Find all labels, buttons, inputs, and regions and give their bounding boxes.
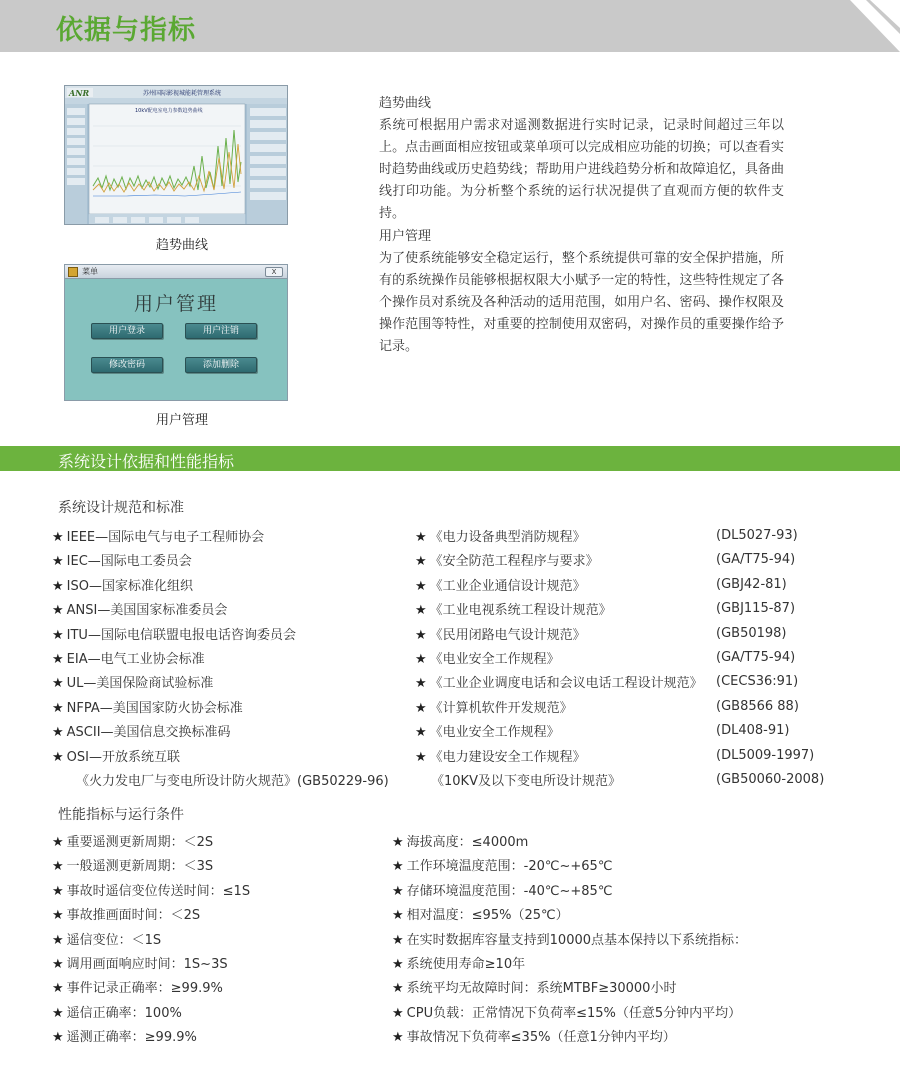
star-icon: ★ <box>415 603 427 619</box>
condition-item <box>392 855 612 874</box>
condition-item <box>392 1026 676 1045</box>
window-titlebar <box>65 265 287 279</box>
star-icon: ★ <box>415 676 427 692</box>
regulation-code: (GA/T75-94) <box>716 552 796 568</box>
star-icon: ★ <box>392 859 404 875</box>
user-description: 为了使系统能够安全稳定运行，整个系统提供可靠的安全保护措施，所有的系统操作员能够根据权限大小赋予一定的特性，这些特性规定了各个操作员对系统及各种活动的适用范围，如用户名、密码、操作权限及操作范围等特性，对重要的控制使用双密码，对操作员的重要操作给予记录。 <box>379 251 784 354</box>
performance-item <box>52 1002 182 1021</box>
performance-item-text: 遥测正确率：≥99.9% <box>66 1030 197 1046</box>
standard-item-text: ANSI—美国国家标准委员会 <box>66 603 228 619</box>
star-icon: ★ <box>52 652 64 667</box>
regulation-code: (GA/T75-94) <box>716 650 796 665</box>
standard-item <box>52 575 193 594</box>
star-icon: ★ <box>52 749 64 765</box>
condition-item <box>392 831 528 850</box>
standards-right-extra-code: (GB50060-2008) <box>716 772 825 787</box>
star-icon: ★ <box>415 725 427 741</box>
standard-item <box>52 526 264 545</box>
performance-item-text: 事故时遥信变位传送时间：≤1S <box>66 883 251 899</box>
regulation-item-text: 《电力设备典型消防规程》 <box>429 530 586 545</box>
performance-item-text: 事件记录正确率：≥99.9% <box>66 981 223 997</box>
regulation-code: (DL5027-93) <box>716 528 798 543</box>
regulation-code: (CECS36:91) <box>716 674 799 690</box>
regulation-item-text: 《民用闭路电气设计规范》 <box>429 627 586 643</box>
star-icon: ★ <box>392 957 404 972</box>
standard-item <box>52 697 243 716</box>
standard-item-text: UL—美国保险商试验标准 <box>66 676 214 692</box>
regulation-item-text: 《电力建设安全工作规程》 <box>429 749 586 765</box>
user-management-title: 用户管理 <box>133 293 218 315</box>
standard-item <box>52 550 192 569</box>
regulation-item <box>415 721 560 740</box>
trend-description: 系统可根据用户需求对遥测数据进行实时记录，记录时间超过三年以上。点击画面相应按钮或菜单项可以完成相应功能的切换；可以查看实时趋势曲线或历史趋势线；帮助用户进线趋势分析和故障追忆，具备曲线打印功能。为分析整个系统的运行状况提供了直观而方便的软件支持。 <box>379 118 784 221</box>
star-icon: ★ <box>392 908 404 924</box>
regulation-item <box>415 575 586 594</box>
condition-item-text: 在实时数据库容量支持到10000点基本保持以下系统指标： <box>406 932 748 948</box>
standard-item <box>52 721 231 740</box>
window-icon <box>68 267 78 277</box>
regulation-item-text: 《工业企业调度电话和会议电话工程设计规范》 <box>429 676 703 692</box>
performance-item <box>52 977 223 996</box>
star-icon: ★ <box>415 627 427 643</box>
regulation-code: (DL5009-1997) <box>716 747 815 763</box>
performance-item <box>52 831 213 850</box>
standard-item <box>52 672 213 691</box>
star-icon: ★ <box>52 530 64 545</box>
star-icon: ★ <box>52 1030 64 1046</box>
star-icon: ★ <box>52 859 64 875</box>
trend-chart-title: 10kV配电室电力参数趋势曲线 <box>135 108 203 114</box>
star-icon: ★ <box>392 932 404 948</box>
star-icon: ★ <box>392 981 404 997</box>
condition-item <box>392 1002 741 1021</box>
star-icon: ★ <box>415 578 427 594</box>
close-icon: X <box>265 267 283 277</box>
regulation-item <box>415 526 586 545</box>
condition-item-text: 相对温度：≤95%（25℃） <box>406 908 569 924</box>
star-icon: ★ <box>392 883 404 899</box>
section-band <box>0 446 900 471</box>
condition-item-text: 系统平均无故障时间：系统MTBF≥30000小时 <box>406 981 677 997</box>
corner-decoration <box>830 0 900 52</box>
standards-right-extra-name: 《10KV及以下变电所设计规范》 <box>431 774 621 789</box>
star-icon: ★ <box>392 1030 404 1046</box>
star-icon: ★ <box>392 1005 404 1021</box>
description-column <box>379 92 784 358</box>
regulation-item <box>415 672 703 691</box>
star-icon: ★ <box>52 932 64 948</box>
performance-item <box>52 1026 197 1045</box>
user-login-button: 用户登录 <box>91 323 163 339</box>
trend-curve-screenshot <box>64 85 288 225</box>
add-delete-button: 添加删除 <box>185 357 257 373</box>
performance-item <box>52 904 200 923</box>
standard-item-text: IEC—国际电工委员会 <box>66 554 192 570</box>
regulation-code: (GB50198) <box>716 625 787 641</box>
standard-item <box>52 746 180 765</box>
condition-item <box>392 953 525 972</box>
regulation-item-text: 《工业企业通信设计规范》 <box>429 578 586 594</box>
user-caption: 用户管理 <box>155 413 208 428</box>
performance-item-text: 遥信变位：＜1S <box>66 932 162 948</box>
condition-item <box>392 977 676 996</box>
standards-left-extra: 《火力发电厂与变电所设计防火规范》(GB50229-96) <box>76 774 389 789</box>
condition-item-text: 工作环境温度范围：-20℃~+65℃ <box>406 859 613 875</box>
regulation-item-text: 《电业安全工作规程》 <box>429 725 560 741</box>
regulation-item <box>415 599 612 618</box>
standard-item-text: EIA—电气工业协会标准 <box>66 652 205 667</box>
window-title: 菜单 <box>82 267 98 276</box>
user-logout-button: 用户注销 <box>185 323 257 339</box>
regulation-code: (DL408-91) <box>716 723 790 739</box>
standard-item <box>52 599 227 618</box>
regulation-item <box>415 648 560 667</box>
condition-item <box>392 929 747 948</box>
change-password-button: 修改密码 <box>91 357 163 373</box>
star-icon: ★ <box>52 627 64 643</box>
standards-heading: 系统设计规范和标准 <box>58 500 184 516</box>
regulation-item <box>415 697 573 716</box>
star-icon: ★ <box>52 700 64 716</box>
trend-app-title: 苏州国际影视城能耗管理系统 <box>143 90 222 97</box>
user-management-screenshot <box>64 264 288 401</box>
performance-item-text: 调用画面响应时间：1S~3S <box>66 957 228 972</box>
star-icon: ★ <box>52 1005 64 1021</box>
star-icon: ★ <box>52 835 64 850</box>
performance-item-text: 遥信正确率：100% <box>66 1005 182 1021</box>
standard-item-text: ITU—国际电信联盟电报电话咨询委员会 <box>66 627 296 643</box>
standard-item-text: ASCII—美国信息交换标准码 <box>66 725 231 741</box>
standard-item-text: ISO—国家标准化组织 <box>66 578 193 594</box>
condition-item-text: CPU负载：正常情况下负荷率≤15%（任意5分钟内平均） <box>406 1005 742 1021</box>
header-band <box>0 0 900 52</box>
regulation-code: (GBJ42-81) <box>716 576 787 592</box>
condition-item-text: 海拔高度：≤4000m <box>406 835 529 850</box>
condition-item-text: 系统使用寿命≥10年 <box>406 957 526 972</box>
regulation-item-text: 《工业电视系统工程设计规范》 <box>429 603 612 619</box>
trend-caption: 趋势曲线 <box>155 238 208 253</box>
condition-item-text: 存储环境温度范围：-40℃~+85℃ <box>406 883 613 899</box>
standard-item-text: OSI—开放系统互联 <box>66 749 180 765</box>
star-icon: ★ <box>52 981 64 997</box>
star-icon: ★ <box>392 835 404 850</box>
trend-chart-image <box>65 86 288 225</box>
condition-item <box>392 904 569 923</box>
star-icon: ★ <box>415 749 427 765</box>
star-icon: ★ <box>52 725 64 741</box>
condition-item-text: 事故情况下负荷率≤35%（任意1分钟内平均） <box>406 1030 676 1046</box>
star-icon: ★ <box>415 554 427 570</box>
star-icon: ★ <box>52 578 64 594</box>
svg-text:ANR: ANR <box>69 88 90 98</box>
regulation-code: (GBJ115-87) <box>716 601 796 617</box>
regulation-item-text: 《电业安全工作规程》 <box>429 652 560 667</box>
star-icon: ★ <box>415 700 427 716</box>
performance-item <box>52 953 228 972</box>
star-icon: ★ <box>415 530 427 545</box>
standard-item <box>52 624 296 643</box>
performance-heading: 性能指标与运行条件 <box>58 807 184 823</box>
trend-heading: 趋势曲线 <box>379 96 432 111</box>
star-icon: ★ <box>52 957 64 972</box>
star-icon: ★ <box>52 883 64 899</box>
regulation-item-text: 《安全防范工程程序与要求》 <box>429 554 599 570</box>
regulation-item <box>415 624 586 643</box>
standard-item <box>52 648 205 667</box>
star-icon: ★ <box>52 554 64 570</box>
regulation-item <box>415 746 586 765</box>
performance-item <box>52 929 161 948</box>
standard-item-text: NFPA—美国国家防火协会标准 <box>66 700 243 716</box>
star-icon: ★ <box>52 908 64 924</box>
standard-item-text: IEEE—国际电气与电子工程师协会 <box>66 530 265 545</box>
performance-item <box>52 855 213 874</box>
performance-item-text: 一般遥测更新周期：＜3S <box>66 859 214 875</box>
star-icon: ★ <box>52 676 64 692</box>
page-title: 依据与指标 <box>56 15 196 46</box>
star-icon: ★ <box>52 603 64 619</box>
regulation-item <box>415 550 599 569</box>
regulation-code: (GB8566 88) <box>716 698 799 714</box>
performance-item <box>52 880 250 899</box>
performance-item-text: 重要遥测更新周期：＜2S <box>66 835 214 850</box>
user-heading: 用户管理 <box>379 229 432 244</box>
performance-item-text: 事故推画面时间：＜2S <box>66 908 201 924</box>
condition-item <box>392 880 612 899</box>
section-title: 系统设计依据和性能指标 <box>58 452 235 471</box>
star-icon: ★ <box>415 652 427 667</box>
regulation-item-text: 《计算机软件开发规范》 <box>429 700 573 716</box>
